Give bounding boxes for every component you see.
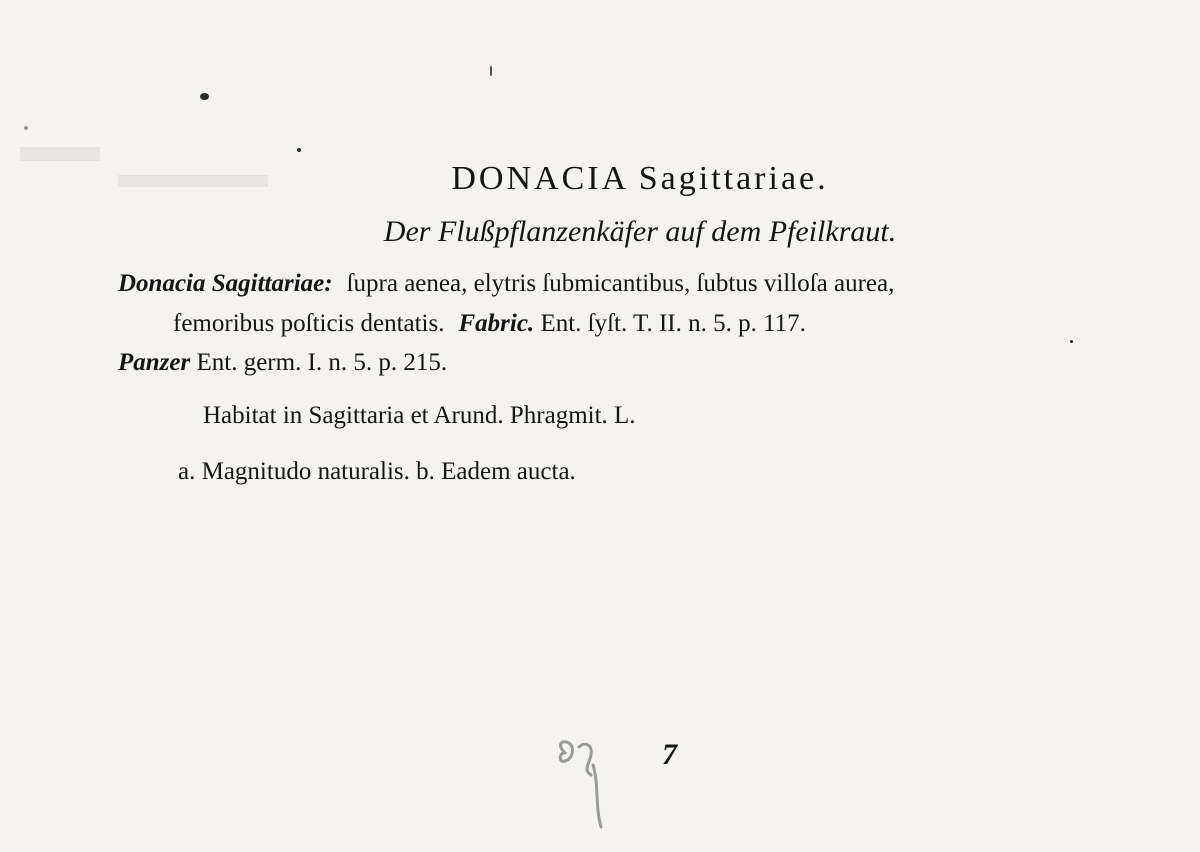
ink-speck: [297, 148, 301, 152]
description-text-1: ſupra aenea, elytris ſubmicantibus, ſubtus villoſa aurea,: [346, 270, 895, 297]
habitat-line: Habitat in Sagittaria et Arund. Phragmit. L.: [203, 402, 636, 429]
page-subtitle: Der Flußpflanzenkäfer auf dem Pfeilkraut.: [383, 215, 897, 248]
page-number: 7: [662, 738, 677, 771]
description-text-2b: Ent. ſyſt. T. II. n. 5. p. 117.: [540, 310, 806, 337]
description-text-3: Ent. germ. I. n. 5. p. 215.: [196, 349, 448, 376]
author-fabricius: Fabric.: [458, 310, 535, 337]
pencil-mark: [553, 735, 613, 835]
figures-line: a. Magnitudo naturalis. b. Eadem aucta.: [178, 458, 576, 485]
ink-speck: [24, 126, 28, 130]
description-text-2a: femoribus poſticis dentatis.: [173, 310, 445, 337]
author-panzer: Panzer: [118, 349, 191, 376]
description-line-1: [118, 270, 894, 298]
description-line-3: [118, 349, 447, 377]
description-line-2: [173, 310, 806, 338]
species-name: Donacia Sagittariae:: [118, 270, 333, 297]
ink-speck: [200, 93, 209, 100]
ink-speck: [490, 66, 492, 76]
ink-speck: [1070, 340, 1073, 343]
page-title: DONACIA Sagittariae.: [451, 160, 829, 197]
